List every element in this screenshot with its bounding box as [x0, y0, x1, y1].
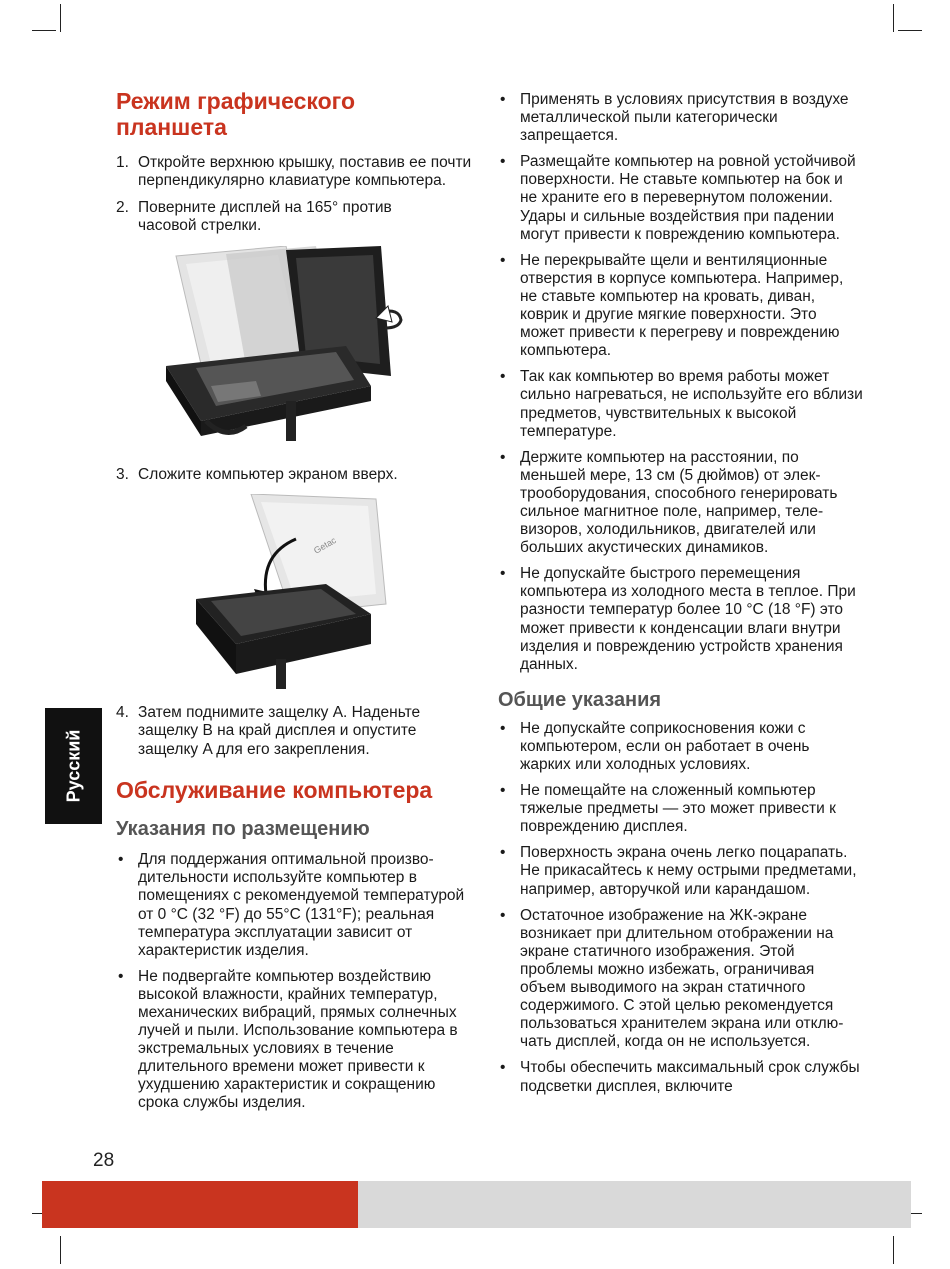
bullet-item: • Держите компьютер на расстоянии, по меньшей мере, 13 см (5 дюймов) от электрооборудования, способного генерировать сильное магнитное поле, например, телевизоров, холодильников, двигателей или больших акустических динамиков. [498, 449, 864, 558]
laptop-rotating-display-illustration [166, 246, 426, 456]
step-number: 4. [116, 704, 129, 722]
placement-bullets [116, 851, 478, 1112]
crop-mark [898, 30, 922, 31]
step-item [116, 466, 478, 484]
steps-list [116, 154, 478, 236]
general-bullets [498, 720, 864, 1096]
step-number: 3. [116, 465, 129, 483]
page-number: 28 [93, 1150, 115, 1171]
bullet-item: • Поверхность экрана очень легко поцарапать. Не прикасайтесь к нему острыми предметами, например, авторучкой или карандашом. [498, 844, 864, 898]
step-number: 2. [116, 198, 129, 216]
subheading-general: Общие указания [498, 688, 662, 711]
bullet-item: • Для поддержания оптимальной производительности используйте компьютер в помещениях с рекомендуемой температурой от 0 °C (32 °F) до 55°C (131°F); реальная температура эксплуатации зависит от характеристик изделия. [116, 851, 478, 960]
language-side-tab [45, 708, 102, 824]
crop-mark [60, 1236, 61, 1264]
left-column [116, 88, 478, 1121]
laptop-folding-tablet-illustration [196, 494, 396, 694]
section-heading-tablet-mode: Режим графического планшета [116, 88, 356, 140]
footer-bar-accent [42, 1181, 358, 1228]
step-text: Затем поднимите защелку A. Наденьте защелку B на край дисплея и опустите защелку A для его закрепления. [138, 704, 421, 758]
subheading-placement: Указания по размещению [116, 818, 370, 841]
step-text: Откройте верхнюю крышку, поставив ее почти перпендикулярно клавиатуре компьютера. [138, 154, 472, 190]
step-number: 1. [116, 154, 129, 171]
step-item [116, 154, 478, 191]
step-text: Поверните дисплей на 165° против часовой стрелки. [138, 198, 392, 235]
svg-text:Getac: Getac [312, 535, 338, 556]
step-text: Сложите компьютер экраном вверх. [138, 465, 398, 483]
crop-mark [60, 4, 61, 32]
bullet-item: • Не допускайте соприкосновения кожи с компьютером, если он работает в очень жарких или холодных условиях. [498, 720, 864, 774]
crop-mark [893, 4, 894, 32]
placement-bullets-continued [498, 91, 864, 674]
bullet-item: • Размещайте компьютер на ровной устойчивой поверхности. Не ставьте компьютер на бок и не храните его в перевернутом положении. Удары и сильные воздействия при падении могут привести к повреждению компьютера. [498, 153, 864, 243]
section-heading-maintenance: Обслуживание компьютера [116, 777, 433, 804]
bullet-item: • Не перекрывайте щели и вентиляционные отверстия в корпусе компьютера. Например, не ставьте компьютер на кровать, диван, коврик и другие мягкие поверхности. Это может привести к перегреву и повреждению компьютера. [498, 252, 864, 361]
bullet-item: • Не помещайте на сложенный компьютер тяжелые предметы — это может привести к повреждению дисплея. [498, 782, 864, 836]
language-label: Русский [63, 729, 83, 803]
steps-list [116, 704, 478, 759]
bullet-item: • Чтобы обеспечить максимальный срок службы подсветки дисплея, включите [498, 1059, 864, 1095]
crop-mark [32, 30, 56, 31]
bullet-item: • Не допускайте быстрого перемещения компьютера из холодного места в теплое. При разности температур более 10 °C (18 °F) это может привести к конденсации влаги внутри изделия и повреждению устройств хранения данных. [498, 565, 864, 674]
step-item [116, 704, 478, 759]
crop-mark [893, 1236, 894, 1264]
bullet-item: • Остаточное изображение на ЖК-экране возникает при длительном отображении на экране статичного изображения. Этой проблемы можно избежать, ограничивая объем выводимого на экран статичного содержимого. С этой целью рекомендуется пользоваться хранителем экрана или отключать дисплей, когда он не используется. [498, 907, 864, 1052]
steps-list [116, 466, 478, 484]
bullet-item: • Не подвергайте компьютер воздействию высокой влажности, крайних температур, механических вибраций, прямых солнечных лучей и пыли. Использование компьютера в экстремальных условиях в течение длительного времени может привести к ухудшению характеристик и сокращению срока службы изделия. [116, 968, 478, 1113]
bullet-item: • Применять в условиях присутствия в воздухе металлической пыли категорически запрещается. [498, 91, 864, 145]
bullet-item: • Так как компьютер во время работы может сильно нагреваться, не используйте его вблизи предметов, чувствительных к высокой температуре. [498, 368, 864, 440]
footer-bar-grey [358, 1181, 911, 1228]
right-column [498, 91, 864, 1104]
step-item [116, 199, 448, 236]
